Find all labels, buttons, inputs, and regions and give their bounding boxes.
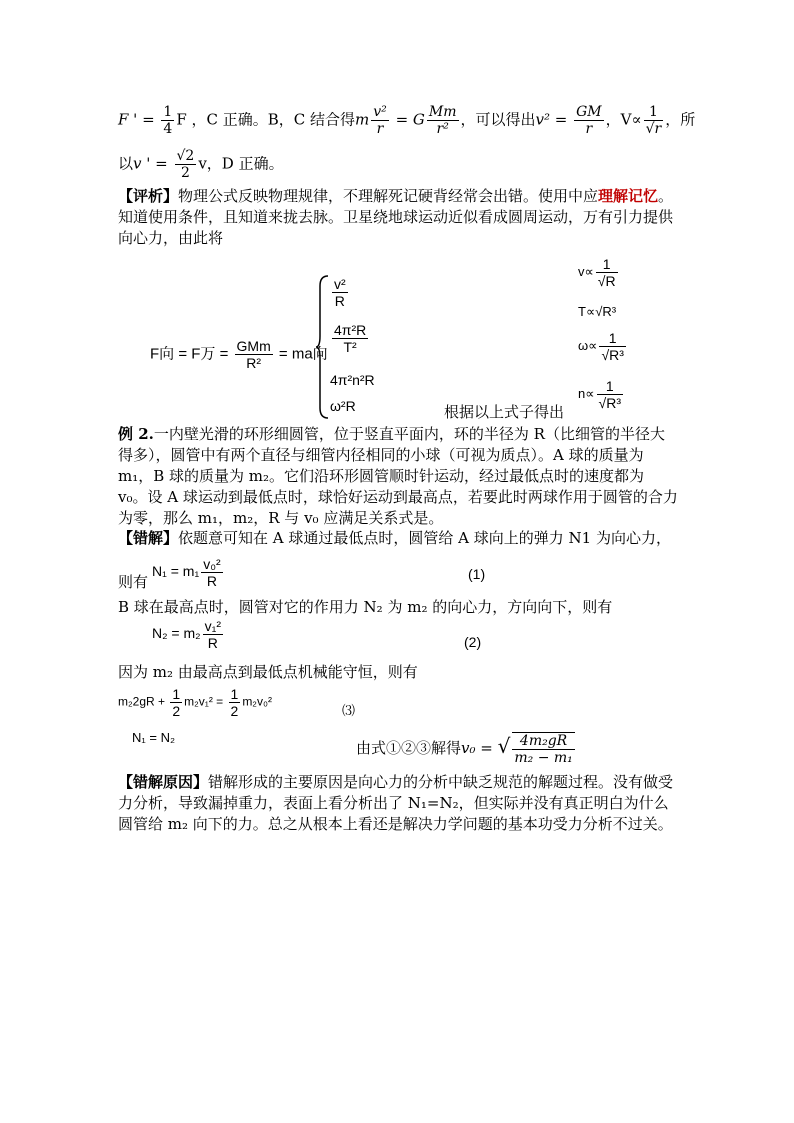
var-m: m	[355, 110, 370, 129]
brace-item-4: ω²R	[330, 398, 356, 414]
equation-2: N₂ = m₂ $\frac{\text{v₁²}}{R}$	[152, 618, 221, 651]
v-prime: v ' =	[133, 154, 173, 173]
comment-highlight: 理解记忆	[598, 187, 659, 205]
top-formula-line-1	[118, 104, 695, 137]
wrong-label: 【错解】	[118, 529, 179, 547]
equation-1-number: (1)	[468, 566, 486, 582]
solve-text: 由式①②③解得v₀ = √ $\frac{\text{4m₂gR}}{\text{m₂ − m₁}}$	[356, 733, 573, 766]
equation-3-number: ⑶	[342, 703, 356, 718]
text-derive: ，可以得出	[460, 110, 536, 129]
fraction-one-quarter: $\frac{1}{4}$	[163, 104, 173, 137]
text-c-correct: F ，C 正确。B，C 结合得	[176, 110, 356, 129]
comment-text-1: 物理公式反映物理规律，不理解死记硬背经常会出错。使用中应	[178, 187, 599, 205]
example-label: 例 2.	[118, 425, 154, 443]
prop-n: n∝ $\frac{1}{\text{√R³}}$	[578, 378, 621, 411]
energy-text: 因为 m₂ 由最高点到最低点机械能守恒，则有	[118, 663, 418, 681]
fraction-mm-r2: $\frac{Mm}{\text{r²}}$	[428, 104, 457, 137]
prop-omega: ω∝ $\frac{1}{\text{√R³}}$	[578, 330, 624, 363]
wrong-text: 依题意可知在 A 球通过最低点时，圆管给 A 球向上的弹力 N1 为向心力，	[178, 529, 671, 547]
fraction-sqrt2-2: $\frac{√2}{2}$	[176, 148, 195, 181]
centripetal-formula-block	[150, 272, 650, 422]
equation-1: N₁ = m₁ $\frac{\text{v₀²}}{R}$	[152, 556, 221, 589]
comment-paragraph	[118, 186, 678, 249]
fraction-v2-r: $\frac{\text{v²}}{r}$	[373, 104, 387, 137]
cause-label: 【错解原因】	[118, 773, 209, 791]
formula-lhs: F向 = F万 = $\frac{\text{GMm}}{\text{R²}}$ = ma向	[150, 338, 328, 371]
example-2-paragraph	[118, 424, 678, 529]
cause-paragraph	[118, 772, 678, 835]
comment-text-2: 。知道使用条件，且知道来拢去脉。卫星绕地球运动近似看成圆周运动，万有引力提供向心力，由此将	[118, 187, 674, 247]
wrong-solution-intro	[118, 528, 678, 549]
text-suo: ，所	[665, 110, 696, 129]
left-brace	[316, 274, 330, 420]
example-text: 一内壁光滑的环形细圆管，位于竖直平面内，环的半径为 R（比细管的半径大得多），圆管中有两个直径与细管内径相同的小球（可视为质点）。A 球的质量为 m₁，B 球的质量为 m₂。它们沿环形圆管顺时针运动，经过最低点时的速度都为 v₀。设 A 球运动到最低点时，球恰好运动到最高点，若要此时两球作用于圆管的合力为零，那么 m₁，m₂，R 与 v₀ 应满足关系式是。	[118, 425, 678, 527]
equation-4: N₁ = N₂	[132, 730, 176, 745]
top-formula-line-2	[118, 148, 284, 181]
formula-after-text: 根据以上式子得出	[444, 403, 565, 421]
text-yi: 以	[118, 154, 134, 173]
v-squared: v² =	[535, 110, 573, 129]
brace-item-2: $\frac{\text{4π²R}}{\text{T²}}$	[334, 322, 367, 355]
brace-item-1: $\frac{\text{v²}}{R}$	[334, 276, 346, 309]
then-have: 则有	[118, 573, 149, 591]
f-prime-lhs: F ' =	[118, 110, 160, 129]
prop-t: T∝√R³	[578, 304, 617, 319]
cause-text: 错解形成的主要原因是向心力的分析中缺乏规范的解题过程。没有做受力分析，导致漏掉重力，表面上看分析出了 N₁=N₂，但实际并没有真正明白为什么圆管给 m₂ 向下的力。总之从根本上看还是解决力学问题的基本功受力分析不过关。	[118, 773, 674, 833]
eq-g: = G	[390, 110, 425, 129]
text-d-correct: v，D 正确。	[198, 154, 284, 173]
equation-2-number: (2)	[464, 634, 482, 650]
v-proportional: ，V∝	[605, 110, 642, 129]
equation-3: m₂2gR + $\frac{1}{2}$ m₂v₁² = $\frac{1}{2}$ m₂v₀²	[118, 686, 272, 719]
b-ball-text: B 球在最高点时，圆管对它的作用力 N₂ 为 m₂ 的向心力，方向向下，则有	[118, 598, 613, 616]
fraction-one-sqrt-r: $\frac{1}{√r}$	[645, 104, 662, 137]
prop-v: v∝ $\frac{1}{√R}$	[578, 256, 616, 289]
fraction-gm-r: $\frac{GM}{r}$	[576, 104, 602, 137]
comment-label: 【评析】	[118, 187, 179, 205]
brace-item-3: 4π²n²R	[330, 372, 375, 388]
